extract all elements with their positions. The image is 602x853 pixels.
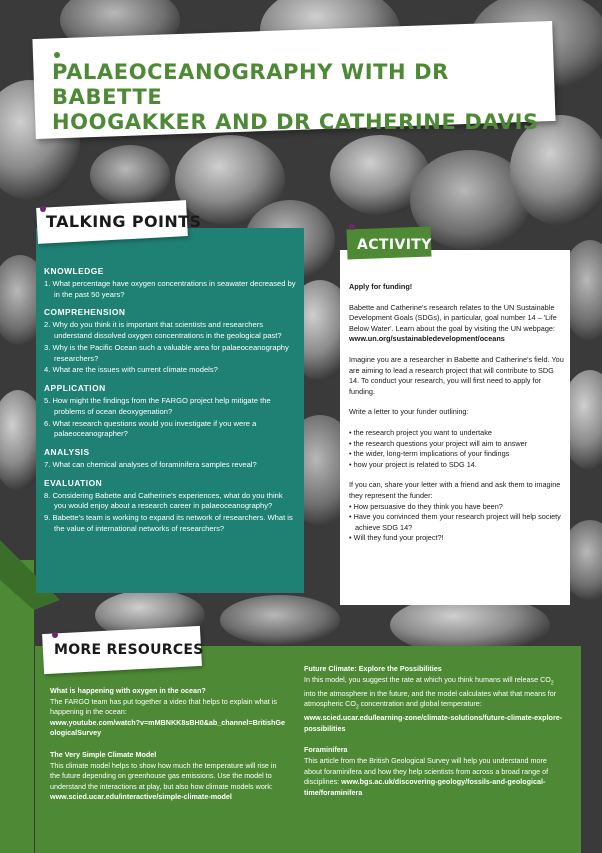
list-item: • the research project you want to undertake <box>349 427 492 437</box>
list-item: • the research questions your project will aim to answer <box>349 438 528 448</box>
talking-points-section-heading: EVALUATION <box>44 477 103 488</box>
activity-bullet-dot <box>349 224 355 230</box>
resource-description: In this model, you suggest the rate at which you think humans will release $CO_2$ into the atmosphere in the future, and the model calculates what that means for atmospheric $CO_2$ concentration and global temperature: www.scied.ucar.edu/learning-zone/climate-solutions/future-climate-explore-possibilities <box>304 674 563 733</box>
page-title-line2: HOOGAKKER AND DR CATHERINE DAVIS <box>52 110 539 134</box>
title-bullet-dot <box>54 52 60 58</box>
list-item: • how your project is related to SDG 14. <box>349 459 477 469</box>
activity-outline-list <box>349 428 564 470</box>
talking-point-question: 8. Considering Babette and Catherine's experiences, what do you think you would enjoy about a research career in palaeoceanography? <box>44 490 283 511</box>
talking-point-question: 7. What can chemical analyses of foraminifera samples reveal? <box>44 459 257 469</box>
talking-point-question: 9. Babette's team is working to expand its network of researchers. What is the value of international networks of researchers? <box>44 513 293 533</box>
more-resources-right-column <box>304 664 566 809</box>
talking-points-content <box>44 266 296 536</box>
resource-foraminifera <box>304 745 566 798</box>
list-item: • How persuasive do they think you have been? <box>349 501 503 511</box>
more-resources-left-column <box>50 686 288 814</box>
talking-points-section-heading: APPLICATION <box>44 383 106 394</box>
list-item: • Will they fund your project?! <box>349 533 444 543</box>
talking-points-section-heading: KNOWLEDGE <box>44 266 104 276</box>
resource-link[interactable]: www.youtube.com/watch?v=mMBNKK8sBH0&ab_channel=BritishGeologicalSurvey <box>50 717 285 738</box>
talking-points-section-heading: ANALYSIS <box>44 447 90 458</box>
resource-title: Foraminifera <box>304 745 348 755</box>
activity-apply: Apply for funding! <box>349 282 413 291</box>
page-title <box>52 60 542 135</box>
talking-point-question: 6. What research questions would you investigate if you were a palaeoceanographer? <box>44 418 257 439</box>
more-resources-heading: MORE RESOURCES <box>54 642 204 658</box>
talking-point-question: 1. What percentage have oxygen concentrations in seawater decreased by in the past 50 years? <box>44 278 296 299</box>
list-item: • Have you convinced them your research project will help society achieve SDG 14? <box>349 512 561 532</box>
talking-points-section-heading: COMPREHENSION <box>44 307 126 318</box>
resource-title: The Very Simple Climate Model <box>50 749 157 759</box>
activity-questions-list <box>349 502 564 544</box>
activity-imagine: Imagine you are a researcher in Babette and Catherine's field. You are aiming to lead a research project that will contribute to SDG 14. To conduct your research, you will first need to apply for funding. <box>349 354 564 396</box>
activity-intro-url[interactable]: www.un.org/sustainabledevelopment/oceans <box>349 334 505 344</box>
activity-write: Write a letter to your funder outlining: <box>349 407 469 417</box>
resource-future-climate <box>304 664 566 734</box>
resource-simple-climate-model <box>50 750 288 803</box>
resource-description: The FARGO team has put together a video that helps to explain what is happening in the ocean: <box>50 696 277 717</box>
activity-intro: Babette and Catherine's research relates to the UN Sustainable Development Goals (SDGs), in particular, goal number 14 – 'Life Below Water'. Learn about the goal by visiting the UN webpage: www.un.org/sustainabledevelopment/oceans <box>349 302 557 344</box>
list-item: • the wider, long-term implications of your findings <box>349 449 510 459</box>
resource-title: What is happening with oxygen in the ocean? <box>50 686 206 695</box>
resource-description: This climate model helps to show how much the temperature will rise in the future depending on greenhouse gas emissions. Use the model to understand the interactions at play, but also how climate models work: <box>50 760 277 791</box>
resource-title: Future Climate: Explore the Possibilities <box>304 664 442 673</box>
activity-heading: ACTIVITY <box>357 237 432 253</box>
talking-point-question: 2. Why do you think it is important that scientists and researchers understand dissolved oxygen concentrations in the geological past? <box>44 320 282 340</box>
talking-point-question: 5. How might the findings from the FARGO project help mitigate the problems of ocean deoxygenation? <box>44 395 271 416</box>
resource-link[interactable]: www.bgs.ac.uk/discovering-geology/fossils-and-geological-time/foraminifera <box>304 777 546 797</box>
talking-points-heading: TALKING POINTS <box>46 212 202 231</box>
more-resources-bullet-dot <box>52 632 58 638</box>
resource-link[interactable]: www.scied.ucar.edu/interactive/simple-climate-model <box>50 792 232 802</box>
activity-share: If you can, share your letter with a friend and ask them to imagine they represent the funder: <box>349 480 561 500</box>
talking-point-question: 4. What are the issues with current climate models? <box>44 365 218 375</box>
activity-content <box>349 282 564 544</box>
resource-link[interactable]: www.scied.ucar.edu/learning-zone/climate-solutions/future-climate-explore-possibilities <box>304 713 563 733</box>
page-title-line1: PALAEOCEANOGRAPHY WITH DR BABETTE <box>52 60 449 109</box>
resource-description: This article from the British Geological Survey will help you understand more about foraminifera and how they help scientists from across a broad range of disciplines: www.bgs.ac.uk/discovering-geology/fossils-and-geological-time/foraminifera <box>304 756 549 797</box>
resource-oxygen <box>50 686 288 739</box>
talking-point-question: 3. Why is the Pacific Ocean such a valuable area for palaeoceanography researchers? <box>44 342 289 363</box>
